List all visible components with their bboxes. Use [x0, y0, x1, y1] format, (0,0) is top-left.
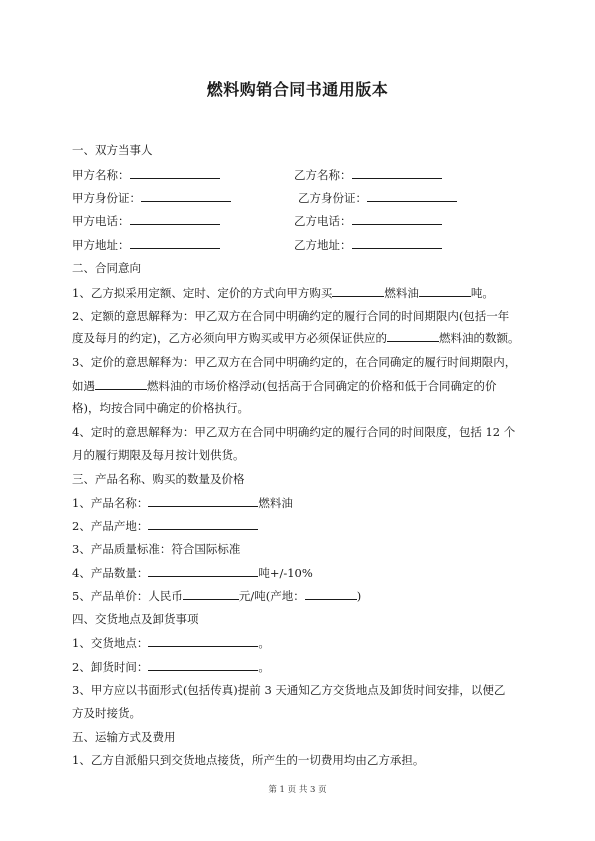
clause-2-1-text-c: 吨。 — [470, 286, 494, 300]
party-a-name-row — [72, 167, 220, 182]
product-price-close: ) — [356, 589, 362, 603]
delivery-place-label: 1、交货地点： — [72, 636, 149, 650]
clause-2-3-text-b: 燃料油的市场价格浮动(包括高于合同确定的价格和低于合同确定的价 — [147, 379, 497, 393]
clause-4-3-line-2: 方及时接货。 — [72, 706, 141, 720]
clause-4-3-line-1: 3、甲方应以书面形式(包括传真)提前 3 天通知乙方交货地点及卸货时间安排，以便乙 — [72, 683, 506, 697]
party-a-id-blank — [141, 190, 231, 202]
delivery-place-blank — [148, 635, 258, 647]
section-2-heading: 二、合同意向 — [72, 261, 141, 275]
section-4-heading: 四、交货地点及卸货事项 — [72, 612, 199, 626]
clause-2-1-blank-b — [419, 285, 471, 297]
party-b-name-label: 乙方名称： — [294, 168, 352, 182]
party-a-address-blank — [130, 237, 220, 249]
delivery-place-end: 。 — [258, 636, 270, 650]
delivery-place-row — [72, 635, 270, 650]
product-price-origin-blank — [305, 588, 357, 600]
clause-2-3-blank — [95, 378, 147, 390]
clause-5-1: 1、乙方自派船只到交货地点接货，所产生的一切费用均由乙方承担。 — [72, 753, 425, 767]
party-a-phone-label: 甲方电话： — [72, 214, 130, 228]
party-a-address-label: 甲方地址： — [72, 238, 130, 252]
product-price-blank — [183, 588, 239, 600]
party-b-phone-label: 乙方电话： — [294, 214, 352, 228]
party-a-id-row — [72, 190, 231, 205]
product-price-unit: 元/吨(产地： — [238, 589, 305, 603]
party-a-id-label: 甲方身份证： — [72, 191, 141, 205]
product-quantity-blank — [148, 565, 258, 577]
product-name-row — [72, 495, 293, 510]
clause-2-3-text-a: 如遇 — [72, 379, 95, 393]
product-quantity-row — [72, 565, 313, 580]
party-b-id-blank — [367, 190, 457, 202]
party-b-address-row — [294, 237, 442, 252]
clause-2-2-text-b: 燃料油的数额。 — [438, 331, 520, 345]
product-name-suffix: 燃料油 — [258, 496, 293, 510]
unload-time-row — [72, 659, 270, 674]
party-b-phone-blank — [352, 213, 442, 225]
party-a-phone-blank — [130, 213, 220, 225]
party-b-name-row — [294, 167, 442, 182]
section-3-heading: 三、产品名称、购买的数量及价格 — [72, 472, 245, 486]
product-name-label: 1、产品名称： — [72, 496, 149, 510]
party-a-name-blank — [130, 167, 220, 179]
unload-time-label: 2、卸货时间： — [72, 660, 149, 674]
product-name-blank — [148, 495, 258, 507]
party-a-phone-row — [72, 213, 220, 228]
clause-2-4-line-1: 4、定时的意思解释为：甲乙双方在合同中明确约定的履行合同的时间限度，包括 12 个 — [72, 425, 516, 439]
product-quantity-unit: 吨+/-10% — [258, 566, 313, 580]
product-origin-row — [72, 518, 258, 533]
product-origin-blank — [148, 518, 258, 530]
clause-2-4-line-2: 月的履行期限及每月按计划供货。 — [72, 448, 245, 462]
section-1-heading: 一、双方当事人 — [72, 143, 153, 157]
clause-2-2-text-a: 度及每月的约定)，乙方必须向甲方购买或甲方必须保证供应的 — [72, 331, 387, 345]
clause-2-3-line-2 — [72, 378, 496, 393]
clause-2-3-line-1: 3、定价的意思解释为：甲乙双方在合同中明确约定的，在合同确定的履行时间期限内， — [72, 355, 517, 369]
party-b-address-label: 乙方地址： — [294, 238, 352, 252]
product-price-row — [72, 588, 361, 603]
clause-2-2-line-1: 2、定额的意思解释为：甲乙双方在合同中明确约定的履行合同的时间期限内(包括一年 — [72, 309, 510, 323]
clause-2-1-text-a: 1、乙方拟采用定额、定时、定价的方式向甲方购买 — [72, 286, 333, 300]
party-a-name-label: 甲方名称： — [72, 168, 130, 182]
clause-2-1-blank-a — [332, 285, 384, 297]
clause-2-1 — [72, 285, 494, 300]
party-b-id-label: 乙方身份证： — [298, 191, 367, 205]
unload-time-blank — [148, 659, 258, 671]
unload-time-end: 。 — [258, 660, 270, 674]
party-b-phone-row — [294, 213, 442, 228]
clause-2-1-text-b: 燃料油 — [384, 286, 419, 300]
product-origin-label: 2、产品产地： — [72, 519, 149, 533]
party-b-address-blank — [352, 237, 442, 249]
page-footer: 第 1 页 共 3 页 — [268, 785, 327, 795]
product-price-label: 5、产品单价：人民币 — [72, 589, 183, 603]
product-quality-row: 3、产品质量标准：符合国际标准 — [72, 542, 241, 556]
party-a-address-row — [72, 237, 220, 252]
clause-2-3-line-3: 格)，均按合同中确定的价格执行。 — [72, 401, 249, 415]
party-b-id-row — [298, 190, 457, 205]
document-title: 燃料购销合同书通用版本 — [206, 80, 389, 99]
product-quantity-label: 4、产品数量： — [72, 566, 149, 580]
party-b-name-blank — [352, 167, 442, 179]
clause-2-2-blank — [387, 330, 439, 342]
section-5-heading: 五、运输方式及费用 — [72, 730, 176, 744]
clause-2-2-line-2 — [72, 330, 519, 345]
